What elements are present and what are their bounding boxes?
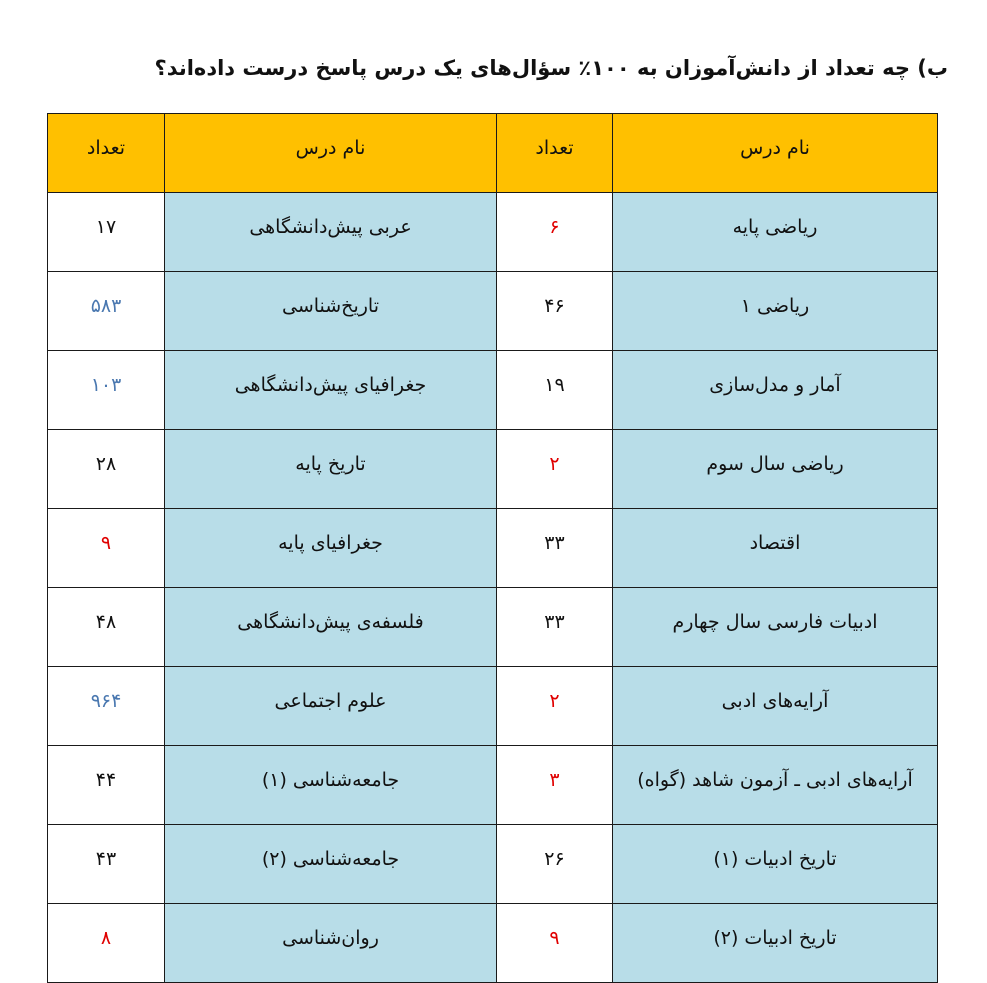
count-right: ۴۶ (497, 272, 613, 351)
count-left: ۴۳ (48, 825, 165, 904)
course-name-left: جغرافیای پایه (165, 509, 497, 588)
count-left: ۸ (48, 904, 165, 983)
table-header-row (48, 114, 938, 193)
course-name-left: جامعه‌شناسی (۲) (165, 825, 497, 904)
course-name-right: اقتصاد (613, 509, 938, 588)
course-name-right: تاریخ ادبیات (۲) (613, 904, 938, 983)
count-right: ۱۹ (497, 351, 613, 430)
table-row (48, 193, 938, 272)
course-name-left: علوم اجتماعی (165, 667, 497, 746)
count-right: ۲۶ (497, 825, 613, 904)
course-name-right: ریاضی پایه (613, 193, 938, 272)
header-count-left: تعداد (48, 114, 165, 193)
table-row (48, 509, 938, 588)
table-row (48, 588, 938, 667)
course-name-right: آرایه‌های ادبی ـ آزمون شاهد (گواه) (613, 746, 938, 825)
course-name-right: آرایه‌های ادبی (613, 667, 938, 746)
table-row (48, 904, 938, 983)
count-left: ۱۷ (48, 193, 165, 272)
course-name-left: جغرافیای پیش‌دانشگاهی (165, 351, 497, 430)
count-left: ۴۸ (48, 588, 165, 667)
count-right: ۳ (497, 746, 613, 825)
table-row (48, 667, 938, 746)
header-course-name-right: نام درس (613, 114, 938, 193)
table-body (48, 193, 938, 983)
question-heading: ب) چه تعداد از دانش‌آموزان به ۱۰۰٪ سؤال‌های یک درس پاسخ درست داده‌اند؟ (154, 56, 948, 80)
course-count-table (47, 113, 938, 983)
count-right: ۳۳ (497, 509, 613, 588)
table-row (48, 746, 938, 825)
table-row (48, 351, 938, 430)
course-name-right: ادبیات فارسی سال چهارم (613, 588, 938, 667)
count-right: ۶ (497, 193, 613, 272)
course-name-right: آمار و مدل‌سازی (613, 351, 938, 430)
count-left: ۵۸۳ (48, 272, 165, 351)
course-name-right: ریاضی سال سوم (613, 430, 938, 509)
table-row (48, 825, 938, 904)
count-left: ۱۰۳ (48, 351, 165, 430)
count-right: ۲ (497, 430, 613, 509)
table-row (48, 430, 938, 509)
course-name-left: تاریخ پایه (165, 430, 497, 509)
course-name-left: جامعه‌شناسی (۱) (165, 746, 497, 825)
course-name-left: عربی پیش‌دانشگاهی (165, 193, 497, 272)
count-right: ۲ (497, 667, 613, 746)
count-left: ۹۶۴ (48, 667, 165, 746)
course-name-left: روان‌شناسی (165, 904, 497, 983)
header-count-right: تعداد (497, 114, 613, 193)
course-name-left: تاریخ‌شناسی (165, 272, 497, 351)
count-right: ۳۳ (497, 588, 613, 667)
count-right: ۹ (497, 904, 613, 983)
course-name-left: فلسفه‌ی پیش‌دانشگاهی (165, 588, 497, 667)
count-left: ۴۴ (48, 746, 165, 825)
count-left: ۹ (48, 509, 165, 588)
count-left: ۲۸ (48, 430, 165, 509)
table-row (48, 272, 938, 351)
course-name-right: ریاضی ۱ (613, 272, 938, 351)
header-course-name-left: نام درس (165, 114, 497, 193)
course-name-right: تاریخ ادبیات (۱) (613, 825, 938, 904)
